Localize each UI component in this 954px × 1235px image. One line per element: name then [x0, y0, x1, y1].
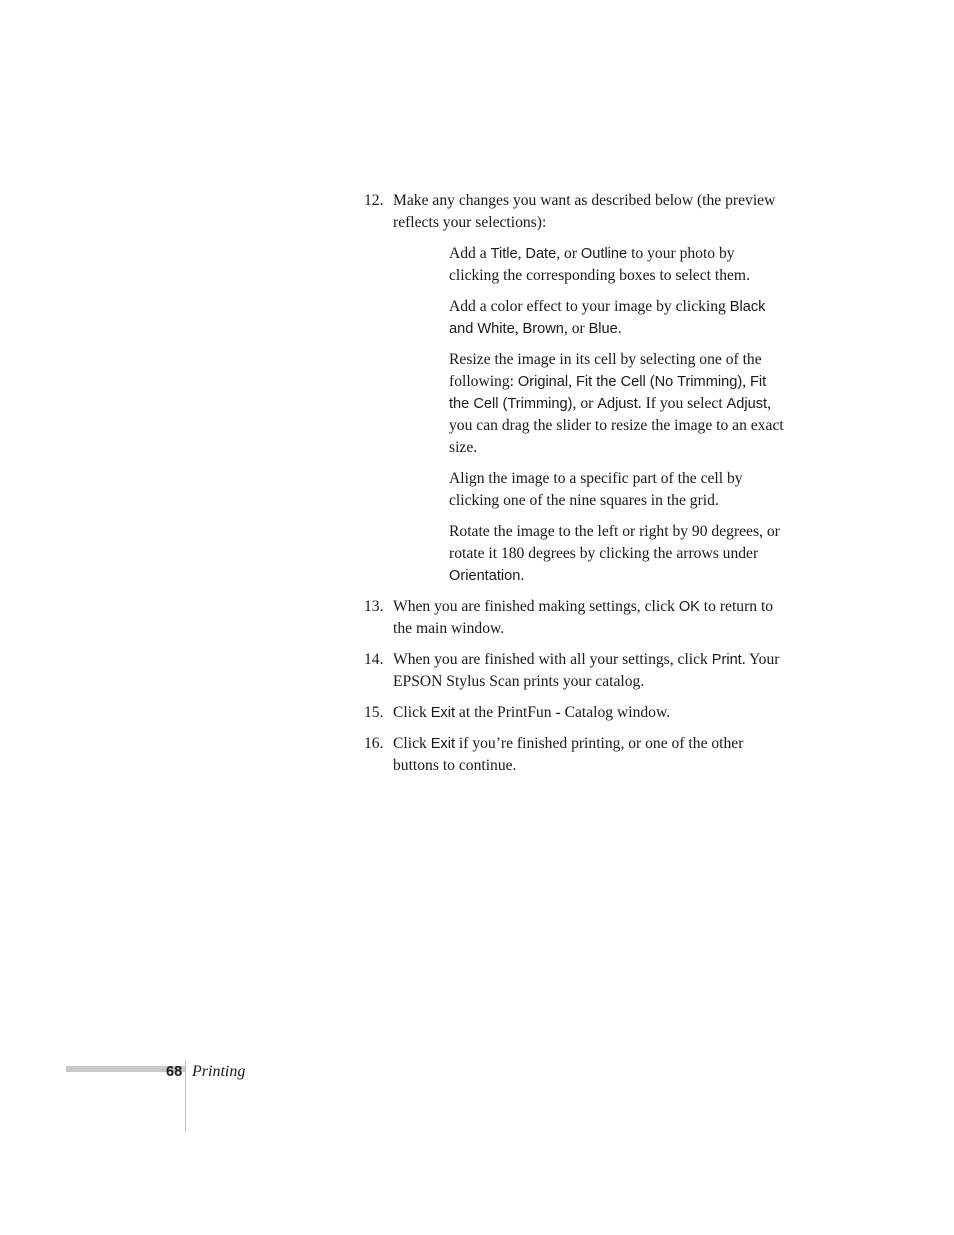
- step-14: 14. When you are finished with all your settings, click Print. Your EPSON Stylus Scan prints your catalog.: [364, 651, 780, 690]
- ui-term-orientation: Orientation: [449, 568, 521, 584]
- step-number: 16.: [364, 735, 384, 752]
- substep-align: Align the image to a specific part of the cell by clicking one of the nine squares in the grid.: [449, 470, 743, 509]
- ui-term-black-and-white: Black and White: [449, 299, 766, 337]
- ui-term-title: Title: [490, 246, 518, 262]
- step-text: Make any changes you want as described below (the preview reflects your selections):: [393, 192, 776, 231]
- substep-resize: Resize the image in its cell by selecting one of the following: Original, Fit the Cell (No Trimming), Fit the Cell (Trimming), or Adjust. If you select Adjust, you can drag the slider to resize the image to an exact size.: [449, 351, 784, 456]
- ui-term-adjust: Adjust: [726, 396, 768, 412]
- footer-divider: [185, 1060, 186, 1132]
- page-number: 68: [166, 1064, 183, 1080]
- ui-term-outline: Outline: [580, 246, 628, 262]
- ui-term-date: Date: [525, 246, 557, 262]
- ui-term-fit-trimming: Fit the Cell (Trimming): [449, 374, 767, 412]
- ui-term-fit-no-trimming: Fit the Cell (No Trimming): [575, 374, 743, 390]
- step-16: 16. Click Exit if you’re finished printing, or one of the other buttons to continue.: [364, 735, 744, 774]
- ui-term-original: Original: [517, 374, 569, 390]
- ui-term-adjust: Adjust: [597, 396, 638, 412]
- step-12: [364, 190, 788, 587]
- ui-term-exit: Exit: [430, 705, 456, 721]
- instruction-list: [364, 190, 788, 786]
- substep-color-effect: Add a color effect to your image by clicking Black and White, Brown, or Blue.: [449, 298, 766, 337]
- step-number: 14.: [364, 651, 384, 668]
- step-number: 13.: [364, 598, 384, 615]
- ui-term-exit: Exit: [430, 736, 456, 752]
- substep-title-date-outline: Add a Title, Date, or Outline to your photo by clicking the corresponding boxes to select them.: [449, 245, 750, 284]
- step-number: 12.: [364, 192, 384, 209]
- ui-term-blue: Blue: [588, 321, 618, 337]
- substep-rotate: Rotate the image to the left or right by 90 degrees, or rotate it 180 degrees by clicking the arrows under Orientation.: [449, 523, 780, 584]
- step-number: 15.: [364, 704, 384, 721]
- ui-term-ok: OK: [678, 599, 700, 615]
- ui-term-print: Print: [711, 652, 742, 668]
- section-name: Printing: [192, 1063, 246, 1080]
- ui-term-brown: Brown: [522, 321, 564, 337]
- step-13: 13. When you are finished making settings, click OK to return to the main window.: [364, 598, 774, 637]
- step-15: 15. Click Exit at the PrintFun - Catalog window.: [364, 702, 788, 724]
